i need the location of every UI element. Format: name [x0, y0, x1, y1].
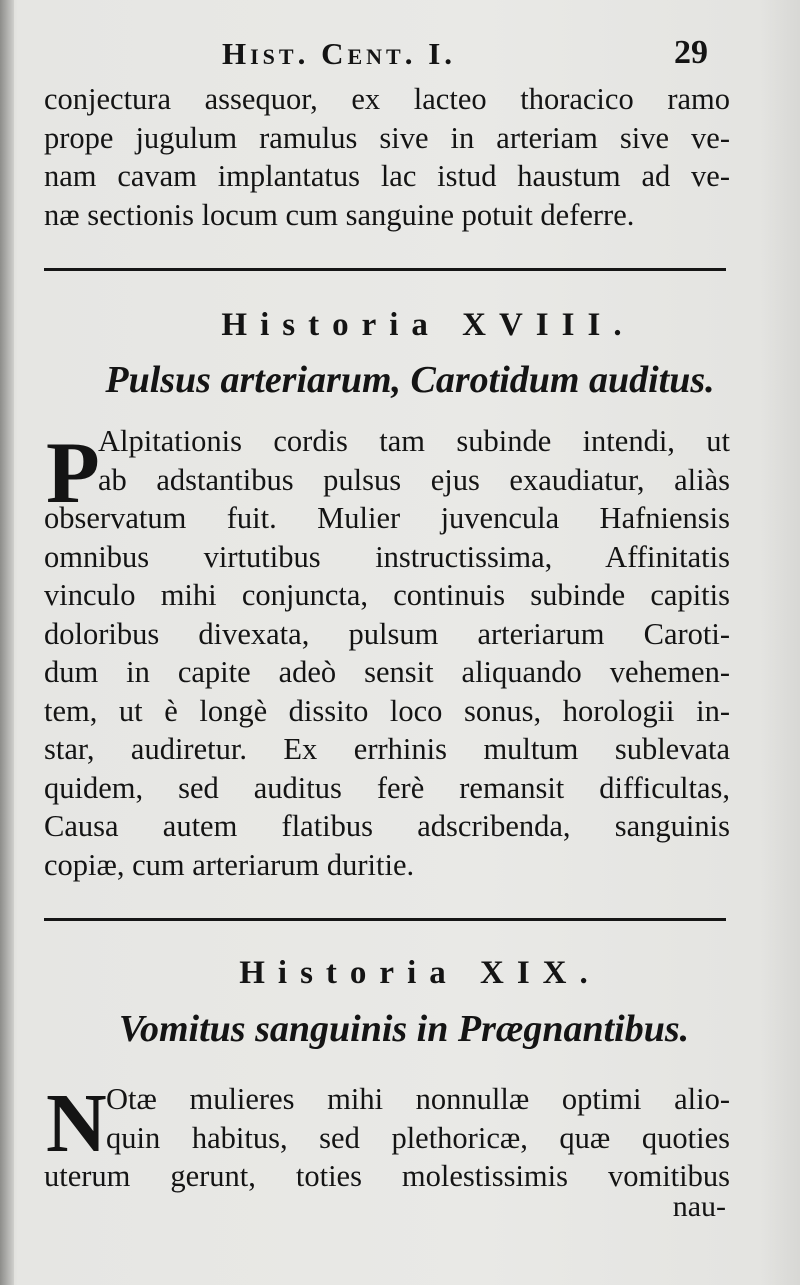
section-divider [44, 268, 726, 271]
continued-paragraph [44, 80, 730, 234]
page-spine-shadow [0, 0, 14, 1285]
section-subtitle: Pulsus arteriarum, Carotidum auditus. [105, 359, 715, 401]
text-line: omnibus virtutibus instructissima, Affinitatis [44, 539, 730, 574]
text-line: Causa autem flatibus adscribenda, sanguinis [44, 809, 730, 843]
catchword: nau- [672, 1190, 726, 1223]
drop-cap: N [46, 1077, 107, 1170]
section-body [44, 1077, 730, 1196]
section-subtitle: Vomitus sanguinis in Prægnantibus. [118, 1008, 690, 1050]
text-line: prope jugulum ramulus sive in arteriam sive ve- [44, 120, 730, 155]
section-body [44, 422, 730, 884]
text-line: doloribus divexata, pulsum arteriarum Caroti- [44, 616, 730, 651]
text-line: uterum gerunt, toties molestissimis vomitibus [44, 1159, 730, 1193]
text-line: tem, ut è longè dissito loco sonus, horologii in- [44, 693, 730, 728]
text-line: quin habitus, sed plethoricæ, quæ quoties [106, 1120, 730, 1155]
text-line: næ sectionis locum cum sanguine potuit deferre. [44, 197, 635, 232]
section-divider [44, 918, 726, 921]
page-header [0, 36, 800, 76]
drop-cap: P [46, 425, 100, 522]
text-line: quidem, sed auditus ferè remansit difficultas, [44, 770, 730, 805]
text-line: copiæ, cum arteriarum duritie. [44, 847, 415, 882]
text-line: star, audiretur. Ex errhinis multum sublevata [44, 732, 730, 766]
text-line: ab adstantibus pulsus ejus exaudiatur, aliàs [98, 462, 730, 497]
text-line: Otæ mulieres mihi nonnullæ optimi alio- [106, 1082, 730, 1116]
page-edge [760, 0, 800, 1285]
section-heading: Historia XVIII. [221, 307, 635, 343]
text-line: dum in capite adeò sensit aliquando vehemen- [44, 655, 730, 689]
section-heading: Historia XIX. [239, 955, 601, 991]
text-line: Alpitationis cordis tam subinde intendi, ut [98, 424, 730, 458]
page-number: 29 [674, 34, 708, 71]
running-head: Hist. Cent. I. [222, 36, 457, 71]
text-line: vinculo mihi conjuncta, continuis subinde capitis [44, 578, 730, 612]
text-line: observatum fuit. Mulier juvencula Hafniensis [44, 501, 730, 535]
text-line: conjectura assequor, ex lacteo thoracico ramo [44, 82, 730, 116]
text-line: nam cavam implantatus lac istud haustum ad ve- [44, 159, 730, 193]
